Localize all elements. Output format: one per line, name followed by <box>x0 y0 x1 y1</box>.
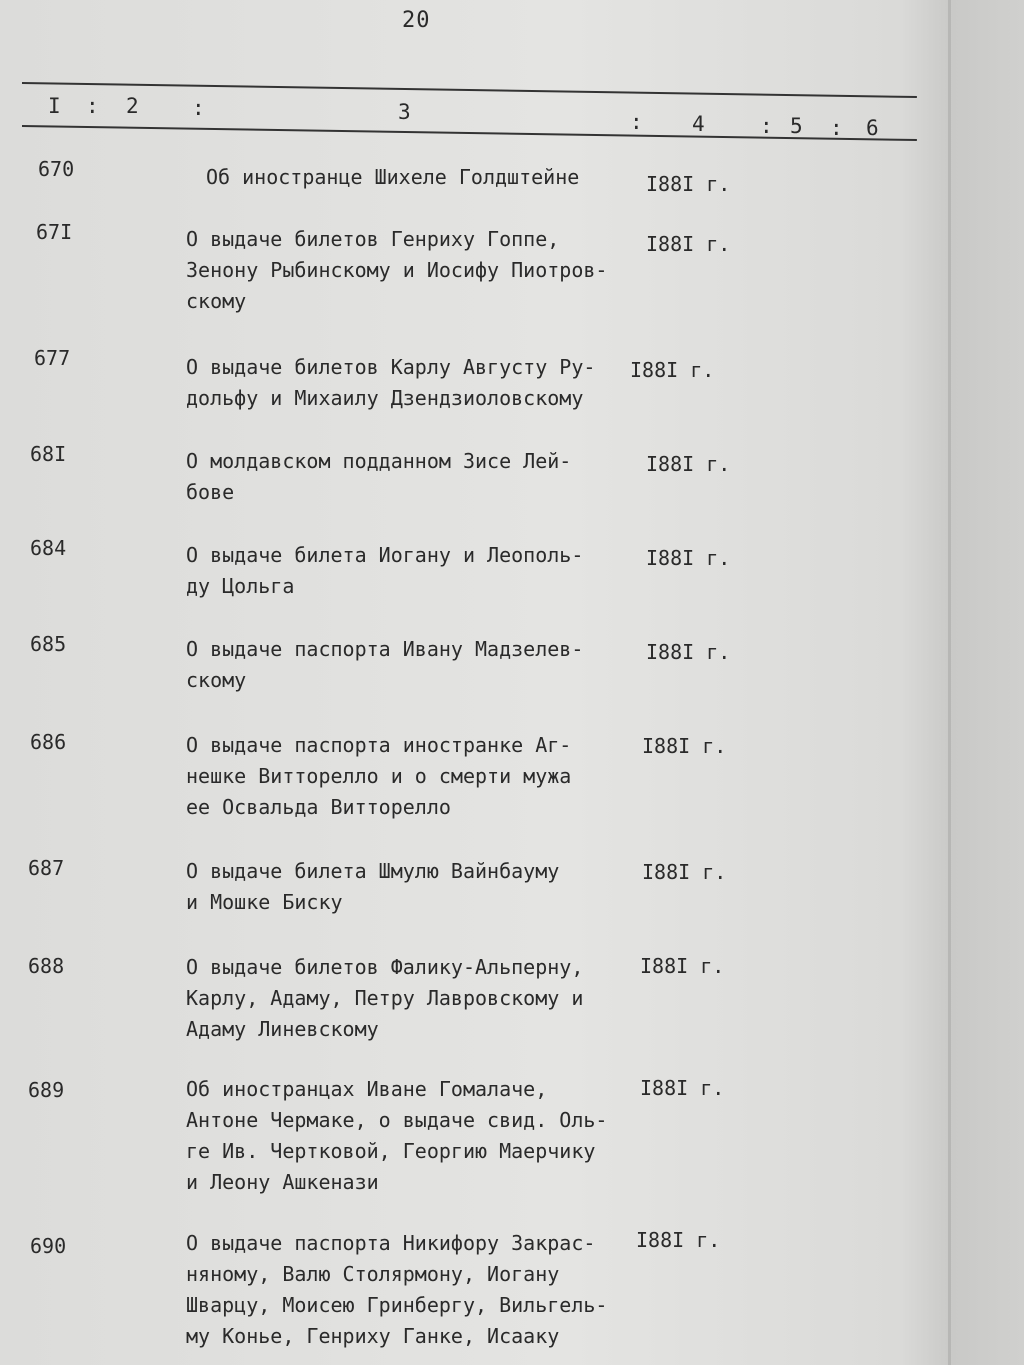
page-edge <box>948 0 951 1365</box>
record-title-line: и Леону Ашкенази <box>186 1170 379 1194</box>
record-number: 670 <box>38 157 75 181</box>
record-title-line: Об иностранце Шихеле Голдштейне <box>206 165 580 189</box>
record-title-line: О выдаче паспорта иностранке Аг- <box>186 733 572 757</box>
record-title <box>206 162 579 193</box>
record-title <box>186 856 559 918</box>
record-number: 689 <box>28 1078 65 1102</box>
column-header-6: 6 <box>866 116 881 140</box>
record-number: 677 <box>34 346 71 370</box>
column-separator: : <box>86 94 101 118</box>
record-title-line: скому <box>186 289 247 313</box>
record-title-line: Адаму Линевскому <box>186 1017 379 1041</box>
record-title-line: Шварцу, Моисею Гринбергу, Вильгель- <box>186 1293 608 1317</box>
record-title <box>186 224 607 317</box>
record-title-line: ге Ив. Чертковой, Георгию Маерчику <box>186 1139 596 1163</box>
record-title-line: О выдаче паспорта Никифору Закрас- <box>186 1231 596 1255</box>
record-number: 685 <box>30 632 67 656</box>
record-title <box>186 1228 607 1352</box>
record-title-line: и Мошке Биску <box>186 890 343 914</box>
record-title <box>186 446 571 508</box>
record-title-line: бове <box>186 480 235 504</box>
column-separator: : <box>760 114 775 138</box>
record-title-line: ее Освальда Витторелло <box>186 795 451 819</box>
record-year: I88I г. <box>630 358 715 382</box>
record-year: I88I г. <box>642 860 727 884</box>
record-title-line: скому <box>186 668 247 692</box>
header-rule-bottom <box>22 125 917 141</box>
record-title <box>186 952 583 1045</box>
column-header-1: I <box>48 94 63 118</box>
record-title <box>186 540 583 602</box>
record-year: I88I г. <box>640 1076 725 1100</box>
column-separator: : <box>830 116 845 140</box>
record-title-line: нешке Витторелло и о смерти мужа <box>186 764 572 788</box>
record-title-line: О выдаче билетов Генриху Гоппе, <box>186 227 560 251</box>
column-header-4: 4 <box>692 112 707 136</box>
record-title-line: Об иностранцах Иване Гомалаче, <box>186 1077 548 1101</box>
record-year: I88I г. <box>646 640 731 664</box>
record-title-line: дольфу и Михаилу Дзендзиоловскому <box>186 386 584 410</box>
record-title-line: О выдаче билетов Фалику-Альперну, <box>186 955 584 979</box>
record-title-line: О выдаче паспорта Ивану Мадзелев- <box>186 637 584 661</box>
record-year: I88I г. <box>636 1228 721 1252</box>
record-title <box>186 352 595 414</box>
column-separator: : <box>630 110 645 134</box>
record-number: 690 <box>30 1234 67 1258</box>
column-header-5: 5 <box>790 114 805 138</box>
record-year: I88I г. <box>646 452 731 476</box>
record-title-line: му Конье, Генриху Ганке, Исааку <box>186 1324 560 1348</box>
page-number: 20 <box>402 8 431 33</box>
record-number: 68I <box>30 442 67 466</box>
record-title-line: Карлу, Адаму, Петру Лавровскому и <box>186 986 584 1010</box>
record-title <box>186 634 583 696</box>
record-year: I88I г. <box>642 734 727 758</box>
record-number: 67I <box>36 220 73 244</box>
record-title-line: О молдавском подданном Зисе Лей- <box>186 449 572 473</box>
record-title-line: О выдаче билета Иогану и Леополь- <box>186 543 584 567</box>
record-title-line: Антоне Чермаке, о выдаче свид. Оль- <box>186 1108 608 1132</box>
column-separator: : <box>192 96 207 120</box>
record-number: 684 <box>30 536 67 560</box>
record-title <box>186 730 571 823</box>
record-title-line: О выдаче билета Шмулю Вайнбауму <box>186 859 560 883</box>
record-year: I88I г. <box>646 232 731 256</box>
record-year: I88I г. <box>646 172 731 196</box>
record-title-line: О выдаче билетов Карлу Августу Ру- <box>186 355 596 379</box>
record-year: I88I г. <box>646 546 731 570</box>
header-rule-top <box>22 82 917 98</box>
column-header-2: 2 <box>126 94 141 118</box>
record-title-line: няному, Валю Столярмону, Иогану <box>186 1262 560 1286</box>
record-number: 687 <box>28 856 65 880</box>
record-title <box>186 1074 607 1198</box>
record-title-line: ду Цольга <box>186 574 295 598</box>
record-number: 686 <box>30 730 67 754</box>
column-header-3: 3 <box>398 100 413 124</box>
record-year: I88I г. <box>640 954 725 978</box>
record-title-line: Зенону Рыбинскому и Иосифу Пиотров- <box>186 258 608 282</box>
record-number: 688 <box>28 954 65 978</box>
